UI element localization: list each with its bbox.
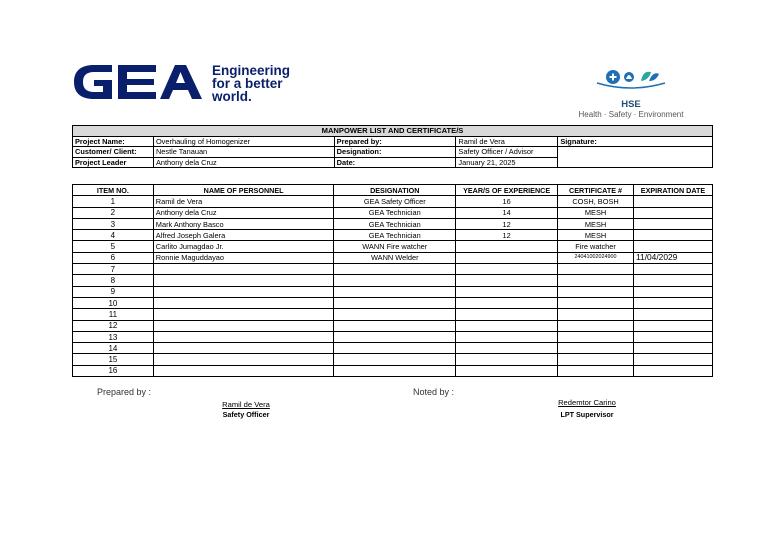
personnel-name-cell	[153, 309, 334, 320]
tagline-line-2: for a better	[212, 76, 283, 91]
column-header: ITEM NO.	[73, 185, 154, 196]
manpower-table	[72, 184, 713, 377]
experience-cell: 12	[456, 230, 558, 241]
expiration-cell	[634, 331, 713, 342]
table-row	[73, 196, 713, 207]
table-row	[73, 264, 713, 275]
experience-cell: 12	[456, 218, 558, 229]
personnel-name-cell: Ramil de Vera	[153, 196, 334, 207]
hse-subtitle: Health · Safety · Environment	[578, 110, 684, 119]
table-row	[73, 365, 713, 376]
item-no-cell: 3	[73, 218, 154, 229]
certificate-cell	[558, 343, 634, 354]
date-label: Date:	[334, 157, 456, 168]
item-no-cell: 4	[73, 230, 154, 241]
designation-cell: GEA Technician	[334, 218, 456, 229]
experience-cell: 14	[456, 207, 558, 218]
item-no-cell: 2	[73, 207, 154, 218]
expiration-cell	[634, 218, 713, 229]
designation-value: Safety Officer / Advisor	[456, 147, 558, 158]
expiration-cell	[634, 320, 713, 331]
expiration-cell	[634, 264, 713, 275]
personnel-name-cell	[153, 354, 334, 365]
table-row	[73, 218, 713, 229]
item-no-cell: 11	[73, 309, 154, 320]
tagline-line-1: Engineering	[212, 63, 291, 78]
certificate-cell	[558, 331, 634, 342]
prepared-by-label: Prepared by:	[334, 136, 456, 147]
noted-role: LPT Supervisor	[560, 410, 614, 419]
table-row	[73, 309, 713, 320]
table-row	[73, 331, 713, 342]
certificate-cell	[558, 309, 634, 320]
designation-cell	[334, 354, 456, 365]
prepared-role: Safety Officer	[222, 410, 270, 419]
gea-logo	[72, 62, 206, 102]
experience-cell	[456, 275, 558, 286]
table-row	[73, 343, 713, 354]
certificate-cell	[558, 286, 634, 297]
designation-cell: GEA Technician	[334, 230, 456, 241]
personnel-name-cell	[153, 264, 334, 275]
item-no-cell: 15	[73, 354, 154, 365]
column-header: YEAR/S OF EXPERIENCE	[456, 185, 558, 196]
project-leader-value: Anthony dela Cruz	[153, 157, 334, 168]
item-no-cell: 10	[73, 297, 154, 308]
table-row	[73, 297, 713, 308]
certificate-cell	[558, 264, 634, 275]
item-no-cell: 5	[73, 241, 154, 252]
personnel-name-cell	[153, 275, 334, 286]
personnel-name-cell: Ronnie Maguddayao	[153, 252, 334, 263]
designation-cell: WANN Fire watcher	[334, 241, 456, 252]
expiration-cell	[634, 207, 713, 218]
table-row	[73, 275, 713, 286]
certificate-cell	[558, 297, 634, 308]
certificate-cell	[558, 354, 634, 365]
expiration-cell	[634, 354, 713, 365]
certificate-cell: Fire watcher	[558, 241, 634, 252]
certificate-cell: MESH	[558, 218, 634, 229]
table-row	[73, 241, 713, 252]
experience-cell: 16	[456, 196, 558, 207]
date-value: January 21, 2025	[456, 157, 558, 168]
item-no-cell: 1	[73, 196, 154, 207]
table-header-row	[73, 185, 713, 196]
personnel-name-cell: Alfred Joseph Galera	[153, 230, 334, 241]
personnel-name-cell: Mark Anthony Basco	[153, 218, 334, 229]
experience-cell	[456, 309, 558, 320]
designation-cell	[334, 286, 456, 297]
experience-cell	[456, 331, 558, 342]
certificate-cell	[558, 365, 634, 376]
designation-cell	[334, 275, 456, 286]
expiration-cell: 11/04/2029	[634, 252, 713, 263]
prepared-by-footer-label: Prepared by :	[97, 387, 152, 397]
expiration-cell	[634, 275, 713, 286]
expiration-cell	[634, 196, 713, 207]
project-leader-label: Project Leader	[73, 157, 154, 168]
designation-cell	[334, 331, 456, 342]
tagline-line-3: world.	[212, 89, 252, 104]
header-table	[72, 125, 713, 168]
table-row	[73, 286, 713, 297]
experience-cell	[456, 252, 558, 263]
expiration-cell	[634, 343, 713, 354]
expiration-cell	[634, 297, 713, 308]
experience-cell	[456, 320, 558, 331]
column-header: NAME OF PERSONNEL	[153, 185, 334, 196]
signature-cell	[558, 147, 713, 168]
personnel-name-cell	[153, 343, 334, 354]
prepared-by-value: Ramil de Vera	[456, 136, 558, 147]
project-name-value: Overhauling of Homogenizer	[153, 136, 334, 147]
certificate-cell: MESH	[558, 207, 634, 218]
designation-cell	[334, 320, 456, 331]
designation-label: Designation:	[334, 147, 456, 158]
item-no-cell: 12	[73, 320, 154, 331]
item-no-cell: 7	[73, 264, 154, 275]
column-header: DESIGNATION	[334, 185, 456, 196]
designation-cell	[334, 264, 456, 275]
personnel-name-cell	[153, 297, 334, 308]
item-no-cell: 9	[73, 286, 154, 297]
item-no-cell: 14	[73, 343, 154, 354]
designation-cell	[334, 297, 456, 308]
certificate-cell: COSH, BOSH	[558, 196, 634, 207]
tagline	[212, 64, 290, 103]
certificate-cell: 24041002024900	[558, 252, 634, 263]
column-header: EXPIRATION DATE	[634, 185, 713, 196]
table-row	[73, 252, 713, 263]
item-no-cell: 6	[73, 252, 154, 263]
personnel-name-cell	[153, 286, 334, 297]
designation-cell	[334, 309, 456, 320]
expiration-cell	[634, 241, 713, 252]
client-label: Customer/ Client:	[73, 147, 154, 158]
designation-cell: GEA Safety Officer	[334, 196, 456, 207]
personnel-name-cell: Carlito Jumagdao Jr.	[153, 241, 334, 252]
expiration-cell	[634, 309, 713, 320]
personnel-name-cell: Anthony dela Cruz	[153, 207, 334, 218]
expiration-cell	[634, 230, 713, 241]
experience-cell	[456, 241, 558, 252]
expiration-cell	[634, 286, 713, 297]
table-row	[73, 230, 713, 241]
certificate-cell: MESH	[558, 230, 634, 241]
designation-cell: GEA Technician	[334, 207, 456, 218]
personnel-name-cell	[153, 320, 334, 331]
experience-cell	[456, 264, 558, 275]
certificate-cell	[558, 320, 634, 331]
hse-emblem-icon	[593, 66, 669, 92]
document-title: MANPOWER LIST AND CERTIFICATE/S	[73, 126, 713, 137]
client-value: Nestle Tanauan	[153, 147, 334, 158]
noted-name: Redemtor Carino	[558, 398, 616, 407]
project-name-label: Project Name:	[73, 136, 154, 147]
experience-cell	[456, 286, 558, 297]
expiration-cell	[634, 365, 713, 376]
item-no-cell: 8	[73, 275, 154, 286]
item-no-cell: 16	[73, 365, 154, 376]
experience-cell	[456, 343, 558, 354]
column-header: CERTIFICATE #	[558, 185, 634, 196]
designation-cell: WANN Welder	[334, 252, 456, 263]
table-row	[73, 354, 713, 365]
personnel-name-cell	[153, 331, 334, 342]
prepared-name: Ramil de Vera	[222, 400, 270, 409]
experience-cell	[456, 365, 558, 376]
table-row	[73, 320, 713, 331]
certificate-cell	[558, 275, 634, 286]
item-no-cell: 13	[73, 331, 154, 342]
signature-label: Signature:	[558, 136, 713, 147]
noted-by-footer-label: Noted by :	[413, 387, 455, 397]
hse-logo	[566, 66, 696, 119]
experience-cell	[456, 297, 558, 308]
designation-cell	[334, 365, 456, 376]
designation-cell	[334, 343, 456, 354]
table-row	[73, 207, 713, 218]
personnel-name-cell	[153, 365, 334, 376]
experience-cell	[456, 354, 558, 365]
hse-title: HSE	[621, 99, 641, 110]
